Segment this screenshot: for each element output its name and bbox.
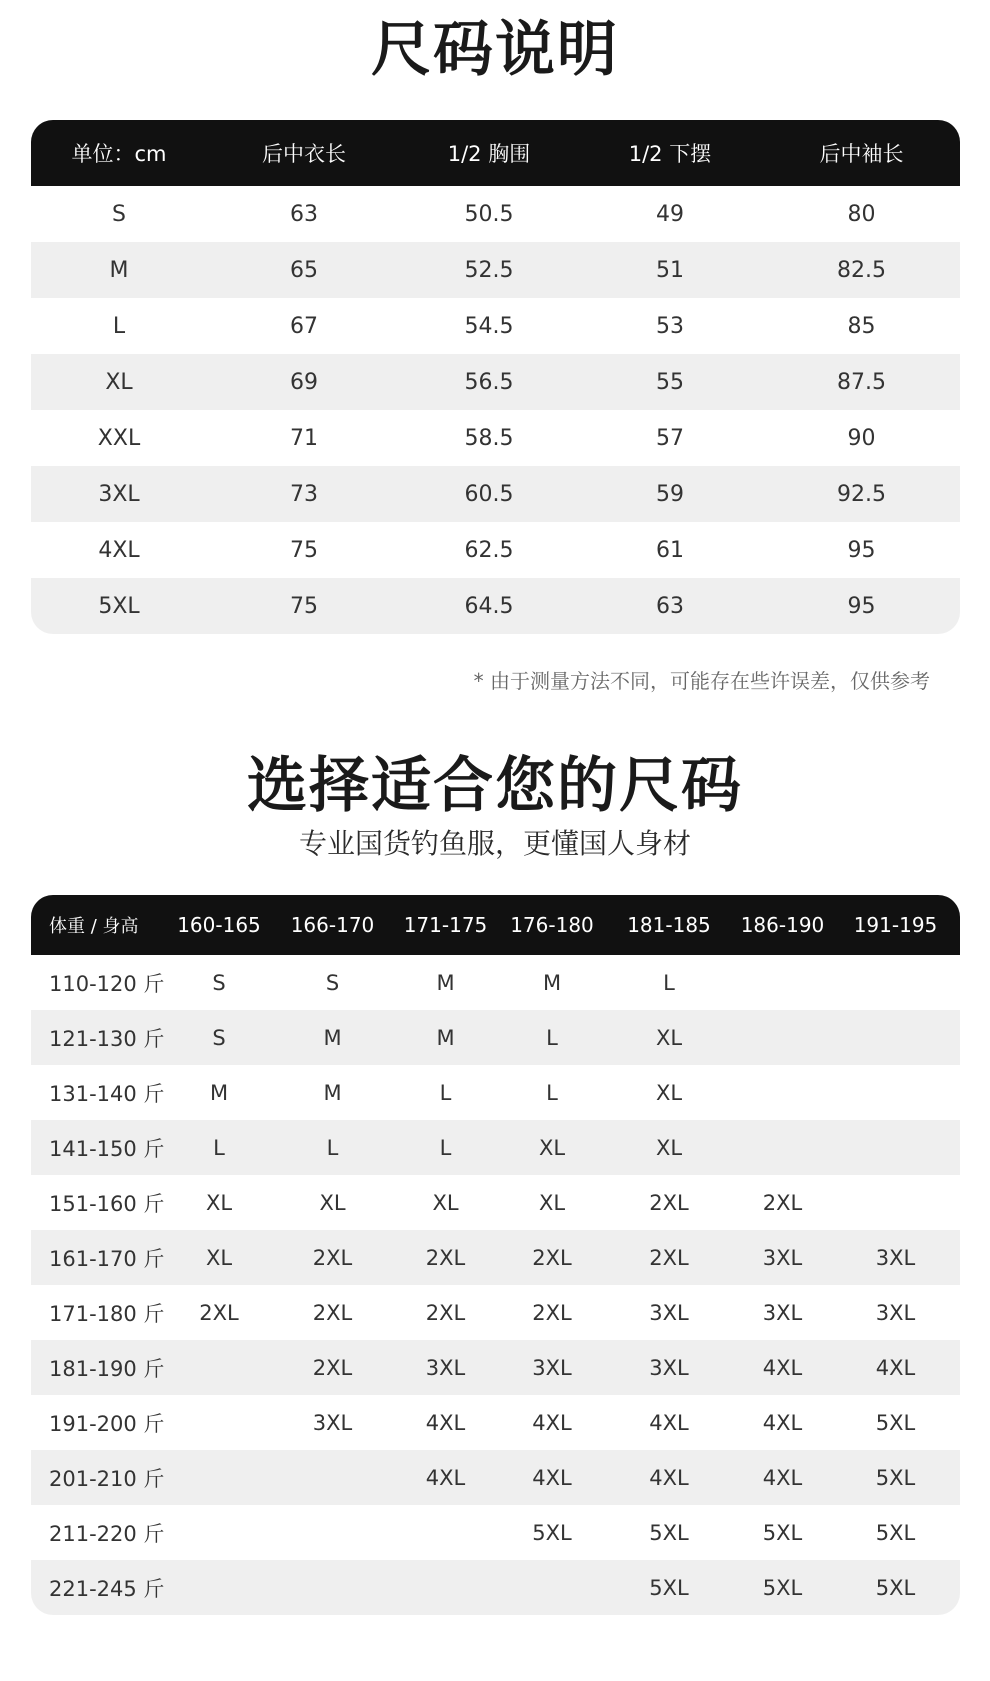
header-unit: 单位：cm [71,142,167,166]
table-header-row [31,120,960,186]
size-selector-title: 选择适合您的尺码 [247,751,743,821]
table-cell: 61 [656,537,684,563]
size-selector-subtitle: 专业国货钓鱼服，更懂国人身材 [298,827,691,860]
table-row [31,1230,960,1285]
table-cell: 95 [847,537,876,563]
table-cell: 60.5 [464,481,514,507]
table-cell: L [213,1135,225,1160]
table-cell: 5XL [762,1575,803,1600]
table-cell: 5XL [875,1575,916,1600]
header-height-range: 166-170 [290,913,375,937]
table-row [31,298,960,354]
table-cell: M [323,1025,342,1050]
table-cell: 2XL [649,1245,689,1270]
table-row [31,466,960,522]
table-cell: 4XL [762,1465,803,1490]
table-cell: 54.5 [464,313,514,339]
table-row [31,1505,960,1560]
table-row [31,1010,960,1065]
header-height-range: 186-190 [740,913,825,937]
table-cell: 4XL [875,1355,916,1380]
table-cell: 2XL [532,1300,572,1325]
row-label: 161-170 斤 [49,1246,165,1271]
table-cell: 62.5 [464,537,514,563]
table-cell: 53 [656,313,684,339]
header-height-range: 160-165 [177,913,261,937]
size-recommendation-table [31,895,960,1615]
table-cell: 3XL [875,1245,916,1270]
table-cell: S [212,1025,226,1050]
table-row [31,1285,960,1340]
table-cell: 4XL [532,1465,572,1490]
header-back-length: 后中衣长 [262,142,346,166]
table-cell: XL [432,1190,459,1215]
table-row [31,1395,960,1450]
row-label: XL [105,369,133,395]
table-cell: M [323,1080,342,1105]
header-height-range: 171-175 [403,913,488,937]
table-cell: 4XL [649,1465,689,1490]
table-cell: 4XL [649,1410,689,1435]
measurement-note: * 由于测量方法不同，可能存在些许误差，仅供参考 [473,669,930,693]
row-label: 131-140 斤 [49,1081,165,1106]
table-cell: 3XL [312,1410,353,1435]
table-row [31,1065,960,1120]
table-cell: 2XL [312,1245,353,1270]
row-label: 3XL [98,481,140,507]
table-cell: 63 [656,593,684,619]
table-cell: M [436,1025,455,1050]
header-height-range: 176-180 [510,913,594,937]
table-row [31,186,960,242]
table-cell: XL [319,1190,346,1215]
table-cell: L [546,1025,558,1050]
row-label: S [112,201,126,227]
header-height-range: 191-195 [853,913,938,937]
table-row [31,522,960,578]
table-row [31,1340,960,1395]
table-cell: 59 [656,481,684,507]
table-cell: S [212,970,226,995]
table-cell: 57 [656,425,684,451]
row-label: 5XL [98,593,140,619]
table-cell: 4XL [762,1410,803,1435]
row-label: 191-200 斤 [49,1411,165,1436]
table-cell: L [439,1135,452,1160]
table-cell: 69 [290,369,318,395]
table-cell: 3XL [425,1355,466,1380]
table-cell: 2XL [425,1245,466,1270]
table-cell: 49 [656,201,684,227]
table-cell: 3XL [875,1300,916,1325]
row-label: 181-190 斤 [49,1356,165,1381]
table-cell: XL [538,1190,566,1215]
row-label: 110-120 斤 [49,971,165,996]
row-label: 221-245 斤 [49,1576,165,1601]
table-cell: 5XL [875,1520,916,1545]
table-cell: M [542,970,562,995]
table-cell: 82.5 [837,257,886,283]
table-cell: 75 [290,593,318,619]
table-cell: XL [205,1245,233,1270]
row-label: 171-180 斤 [49,1301,165,1326]
table-cell: 56.5 [464,369,514,395]
table-cell: 4XL [532,1410,572,1435]
table-cell: M [436,970,455,995]
table-cell: 87.5 [837,369,886,395]
table-cell: 4XL [425,1465,466,1490]
table-cell: 65 [290,257,318,283]
table-cell: 5XL [649,1575,689,1600]
table-cell: 2XL [312,1355,353,1380]
row-label: XXL [97,425,141,451]
header-height-range: 181-185 [627,913,711,937]
table-cell: XL [655,1025,683,1050]
header-half-chest: 1/2 胸围 [447,142,531,166]
table-cell: 2XL [532,1245,572,1270]
table-cell: 2XL [199,1300,239,1325]
table-header-row [31,895,960,955]
table-cell: XL [205,1190,233,1215]
row-label: 141-150 斤 [49,1136,165,1161]
row-label: L [112,313,126,339]
row-label: 211-220 斤 [49,1521,165,1546]
table-cell: L [326,1135,339,1160]
size-measurement-table [31,120,960,634]
table-cell: 3XL [762,1245,803,1270]
header-weight-height: 体重 / 身高 [49,916,139,937]
table-cell: 92.5 [837,481,886,507]
row-label: 121-130 斤 [49,1026,165,1051]
table-cell: 2XL [649,1190,689,1215]
table-cell: M [209,1080,229,1105]
table-cell: 3XL [649,1355,689,1380]
size-guide-title: 尺码说明 [371,15,619,85]
table-cell: 5XL [875,1465,916,1490]
table-cell: 2XL [312,1300,353,1325]
table-cell: 4XL [762,1355,803,1380]
table-row [31,578,960,634]
table-cell: 5XL [532,1520,572,1545]
table-cell: 63 [290,201,318,227]
table-row [31,1560,960,1615]
table-cell: 4XL [425,1410,466,1435]
table-cell: 52.5 [464,257,514,283]
table-cell: 80 [847,201,876,227]
table-cell: 51 [656,257,684,283]
table-cell: S [325,970,340,995]
header-sleeve-length: 后中袖长 [819,142,904,166]
row-label: M [109,257,129,283]
table-cell: L [439,1080,452,1105]
table-row [31,410,960,466]
table-row [31,354,960,410]
row-label: 201-210 斤 [49,1466,165,1491]
table-cell: 73 [290,481,318,507]
table-row [31,1450,960,1505]
table-cell: 5XL [762,1520,803,1545]
table-cell: L [546,1080,558,1105]
header-half-hem: 1/2 下摆 [628,142,712,166]
table-cell: 85 [847,313,876,339]
table-cell: 2XL [762,1190,803,1215]
table-cell: 90 [847,425,876,451]
table-cell: XL [655,1080,683,1105]
row-label: 151-160 斤 [49,1191,165,1216]
table-cell: L [663,970,675,995]
table-cell: 50.5 [464,201,514,227]
table-row [31,242,960,298]
table-row [31,1175,960,1230]
table-cell: 5XL [875,1410,916,1435]
table-cell: 58.5 [464,425,514,451]
table-cell: 2XL [425,1300,466,1325]
table-cell: 64.5 [464,593,514,619]
table-cell: 75 [290,537,318,563]
table-cell: 95 [847,593,876,619]
table-row [31,1120,960,1175]
table-cell: 5XL [649,1520,689,1545]
table-cell: XL [538,1135,566,1160]
table-cell: 67 [290,313,318,339]
row-label: 4XL [98,537,140,563]
table-row [31,955,960,1010]
table-cell: XL [655,1135,683,1160]
table-cell: 3XL [532,1355,572,1380]
table-cell: 3XL [762,1300,803,1325]
table-cell: 71 [290,425,318,451]
table-cell: 3XL [649,1300,689,1325]
table-cell: 55 [656,369,684,395]
